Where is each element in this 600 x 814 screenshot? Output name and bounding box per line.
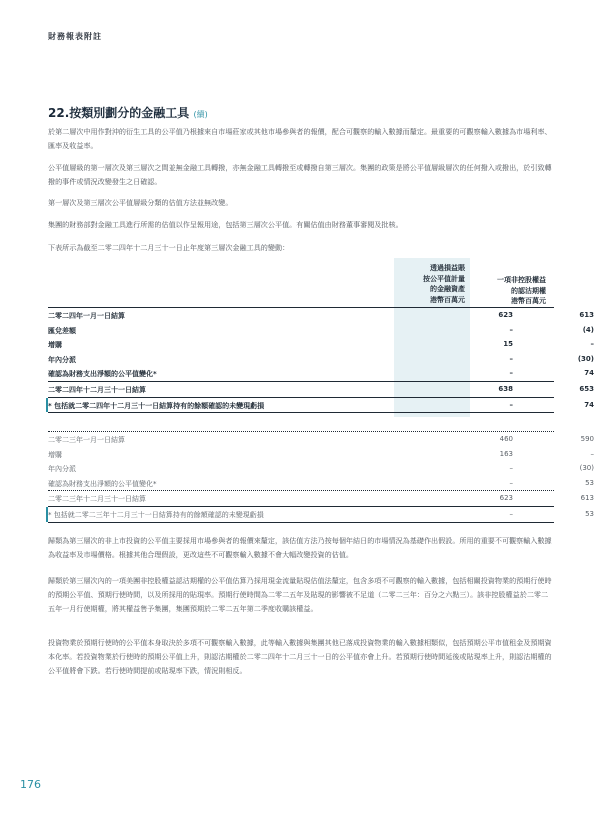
table-row-footnote: * 包括就二零二四年十二月三十一日結算持有的餘額確認的未變現虧損 – 74 — [48, 398, 554, 414]
paragraph-level2-valuation: 於第二層次中用作對沖的衍生工具的公平值乃根據來自市場莊家或其他市場參與者的報價，配合可觀察的輸入數據而釐定。最重要的可觀察輸入數據為市場利率、匯率及收益率。 — [48, 127, 552, 150]
note-number: 22. — [48, 106, 70, 120]
paragraph-transfers-policy: 公平值層級的第一層次及第三層次之間並無金融工具轉撥，亦無金融工具轉撥至或轉撥自第三層次。集團的政策是將公平值層級層次的任何撥入或撥出，於引致轉撥的事件或情況改變發生之日確認。 — [48, 163, 552, 186]
paragraph-unlisted-investments: 歸類為第三層次的非上市投資的公平值主要採用市場參與者的報價來釐定，該估值方法乃按每個年結日的市場情況為基礎作出假設。所用的重要不可觀察輸入數據為收益率及市場價格。根據其他合理假設，更改這些不可觀察輸入數據不會大幅改變投資的估值。 — [48, 536, 552, 559]
table-row: 年內分派 – (30) — [48, 354, 594, 364]
table-row: 增購 15 – — [48, 340, 594, 350]
table-row: 年內分派 – (30) — [48, 464, 594, 474]
running-header: 財務報表附註 — [48, 32, 102, 41]
table-row: 確認為財務支出淨額的公平值變化* – 53 — [48, 478, 594, 488]
table-row-footnote: * 包括就二零二三年十二月三十一日結算持有的餘額確認的未變現虧損 – 53 — [48, 507, 554, 523]
page-number: 176 — [20, 778, 41, 791]
table-row: 二零二三年一月一日結算 460 590 — [48, 431, 554, 447]
table-row-total: 二零二四年十二月三十一日結算 638 653 — [48, 381, 554, 398]
paragraph-put-option-valuation: 歸類於第三層次內的一項美團非控股權益認沽期權的公平值估算乃採用現金流量貼現估值法釐定，包含多項不可觀察的輸入數據，包括相關投資物業的預期行使時的預期公平值、預期行使時間，以及所採用的貼現率。預期行使時間為二零二五年及貼現的影響被不足道（二零二三年：百分之六點三）。該非控股權益於二零二五年一月行使期權，將其權益售予集團，集團預期於二零二五年第二季度收購該權益。 — [48, 576, 552, 613]
paragraph-no-change: 第一層次及第三層次公平值層級分類的估值方法並無改變。 — [48, 198, 233, 207]
continued-label: (續) — [193, 110, 208, 119]
paragraph-table-intro: 下表所示為截至二零二四年十二月三十一日止年度第三層次金融工具的變動： — [48, 243, 290, 252]
note-title — [48, 104, 208, 121]
paragraph-finance-department: 集團的財務部對金融工具進行所需的估值以作呈報用途，包括第三層次公平值。有關估值由財務董事審閱及批核。 — [48, 220, 403, 229]
paragraph-sensitivity: 投資物業於預期行使時的公平值本身取決於多項不可觀察輸入數據，此等輸入數據與集團其他已落成投資物業的輸入數據相類似，包括預期公平市值租金及預期資本化率。若投資物業於行使時的預期公平值上升，則認沽期權於二零二四年十二月三十一日的公平值亦會上升。若預期行使時間延後或貼現率上升，則認沽期權的公平值將會下跌。若行使時間提前或貼現率下跌，情況則相反。 — [48, 638, 552, 675]
table-row: 二零二四年一月一日結算 623 613 — [48, 307, 554, 323]
table-row: 匯兌差額 – (4) — [48, 325, 594, 335]
column-header-financial-assets: 透過損益賬 按公平值計量 的金融資產 港幣百萬元 — [423, 264, 465, 304]
table-2024 — [48, 307, 594, 413]
column-header-put-option: 一項非控股權益 的認沽期權 港幣百萬元 — [497, 276, 546, 305]
table-2023 — [48, 431, 594, 523]
table-row: 確認為財務支出淨額的公平值變化* – 74 — [48, 369, 594, 379]
table-row-total: 二零二三年十二月三十一日結算 623 613 — [48, 490, 554, 507]
table-row: 增購 163 – — [48, 449, 594, 459]
note-heading: 按類別劃分的金融工具 — [69, 106, 190, 120]
